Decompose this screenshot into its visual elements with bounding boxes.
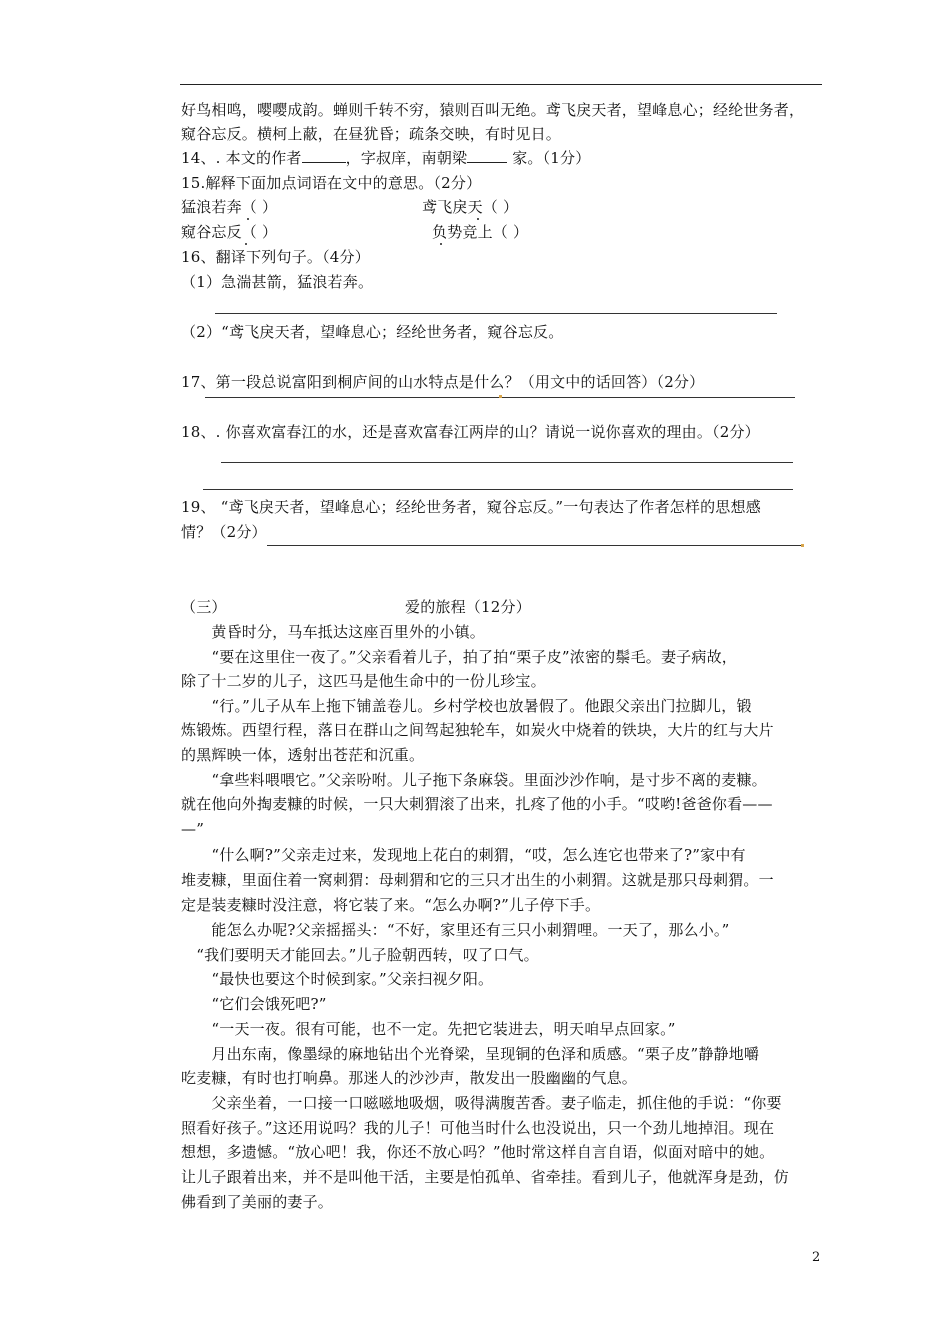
story-line: 吃麦糠，有时也打响鼻。那迷人的沙沙声，散发出一股幽幽的气息。 (181, 1069, 638, 1087)
story-line: “拿些料喂喂它。”父亲吩咐。儿子拖下条麻袋。里面沙沙作响，是寸步不离的麦糠。 (181, 771, 767, 789)
story-line: “最快也要这个时候到家。”父亲扫视夕阳。 (181, 970, 494, 988)
question-15-title: 15.解释下面加点词语在文中的意思。（2分） (181, 174, 482, 192)
story-line: 月出东南，像墨绿的麻地钻出个光脊梁，呈现铜的色泽和质感。“栗子皮”静静地嚼 (181, 1045, 760, 1063)
story-line: “我们要明天才能回去。”儿子脸朝西转，叹了口气。 (181, 946, 539, 964)
story-line: “什么啊?”父亲走过来，发现地上花白的刺猬，“哎，怎么连它也带来了?”家中有 (181, 846, 746, 864)
author-blank[interactable] (302, 148, 346, 163)
story-line: 黄昏时分，马车抵达这座百里外的小镇。 (181, 623, 486, 641)
story-line: 父亲坐着，一口接一口嗞嗞地吸烟，吸得满腹苦香。妻子临走，抓住他的手说：“你要 (181, 1094, 782, 1112)
question-19-line-1: 19、 “鸢飞戾天者，望峰息心；经纶世务者，窥谷忘反。”一句表达了作者怎样的思想感 (181, 498, 761, 516)
story-line: 佛看到了美丽的妻子。 (181, 1193, 334, 1211)
story-line: 能怎么办呢?父亲摇摇头：“不好，家里还有三只小刺猬哩。一天了，那么小。” (181, 921, 730, 939)
story-line: 定是装麦糠时没注意，将它装了来。“怎么办啊?”儿子停下手。 (181, 896, 601, 914)
identity-blank[interactable] (467, 148, 507, 163)
story-line: 让儿子跟着出来，并不是叫他干活，主要是怕孤单、省牵挂。看到儿子，他就浑身是劲，仿 (181, 1168, 790, 1186)
q16-item-2: （2）“鸢飞戾天者，望峰息心；经纶世务者，窥谷忘反。 (181, 323, 564, 341)
story-line: —” (181, 820, 205, 838)
story-line: 堆麦糠，里面住着一窝刺猬：母刺猬和它的三只才出生的小刺猬。这就是那只母刺猬。一 (181, 871, 774, 889)
answer-line[interactable] (203, 489, 793, 490)
story-line: 炼锻炼。西望行程，落日在群山之间驾起独轮车，如炭火中烧着的铁块，大片的红与大片 (181, 721, 774, 739)
q15-row2-right: 负势竞上（ ） (432, 223, 529, 241)
page-number: 2 (812, 1250, 821, 1265)
story-line: 的黑辉映一体，透射出苍茫和沉重。 (181, 746, 425, 764)
answer-line[interactable] (221, 462, 793, 463)
story-line: 照看好孩子。”这还用说吗？我的儿子！可他当时什么也没说出，只一个劲儿地掉泪。现在 (181, 1119, 775, 1137)
scan-mark (499, 395, 502, 398)
q16-item-1: （1）急湍甚箭，猛浪若奔。 (181, 273, 374, 291)
q15-row1-right: 鸢飞戾天（ ） (422, 198, 519, 216)
q14-part2: ，字叔庠，南朝梁 (345, 149, 468, 167)
question-14 (181, 146, 590, 170)
story-line: “行。”儿子从车上拖下铺盖卷儿。乡村学校也放暑假了。他跟父亲出门拉脚儿，锻 (181, 697, 752, 715)
story-line: 想想，多遗憾。“放心吧！我，你还不放心吗？”他时常这样自言自语，似面对暗中的她。 (181, 1143, 775, 1161)
q14-part3: 家。（1分） (507, 149, 591, 167)
scan-mark (801, 544, 804, 547)
emphasis-dot (477, 218, 479, 220)
emphasis-dot (247, 218, 249, 220)
story-line: “一天一夜。很有可能，也不一定。先把它装进去，明天咱早点回家。” (181, 1020, 676, 1038)
section-title: 爱的旅程（12分） (405, 598, 531, 616)
answer-line[interactable] (267, 545, 802, 546)
passage-line-1: 好鸟相鸣，嘤嘤成韵。蝉则千转不穷，猿则百叫无绝。鸢飞戾天者，望峰息心；经纶世务者， (181, 101, 805, 119)
story-line: 就在他向外掏麦糠的时候，一只大刺猬滚了出来，扎疼了他的小手。“哎哟!爸爸你看—— (181, 795, 773, 813)
q14-part1: 14、. 本文的作者 (181, 149, 302, 167)
question-17: 17、第一段总说富阳到桐庐间的山水特点是什么？（用文中的话回答）（2分） (181, 373, 705, 391)
answer-line[interactable] (215, 313, 777, 314)
question-18: 18、. 你喜欢富春江的水，还是喜欢富春江两岸的山？请说一说你喜欢的理由。（2分） (181, 423, 760, 441)
q15-row2-left: 窥谷忘反（ ） (181, 223, 278, 241)
passage-line-2: 窥谷忘反。横柯上蔽，在昼犹昏；疏条交映，有时见日。 (181, 125, 562, 143)
q15-row1-left: 猛浪若奔（ ） (181, 198, 278, 216)
story-line: “它们会饿死吧?” (181, 995, 327, 1013)
header-rule (180, 84, 822, 85)
section-label: （三） (181, 598, 227, 616)
question-19-line-2: 情？（2分） (181, 523, 267, 541)
story-line: “要在这里住一夜了。”父亲看着儿子，拍了拍“栗子皮”浓密的鬃毛。妻子病故， (181, 648, 737, 666)
story-line: 除了十二岁的儿子，这匹马是他生命中的一份儿珍宝。 (181, 672, 546, 690)
emphasis-dot (440, 243, 442, 245)
question-16-title: 16、翻译下列句子。（4分） (181, 248, 370, 266)
